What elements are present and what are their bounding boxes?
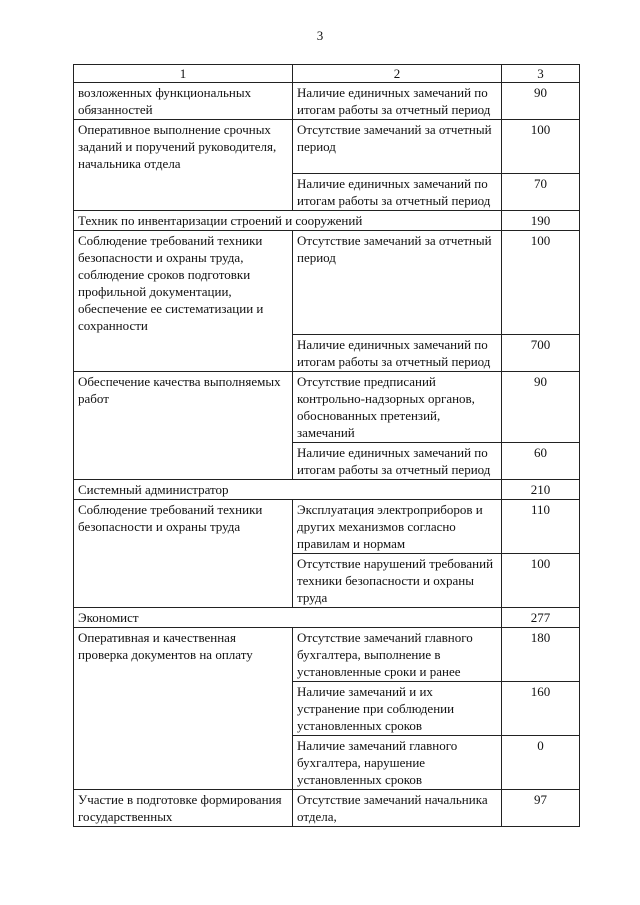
criterion-cell-continued <box>74 443 293 480</box>
condition-cell: Эксплуатация электроприборов и других механизмов согласно правилам и нормам <box>293 500 502 554</box>
table-row <box>74 335 580 372</box>
criterion-cell-continued <box>74 173 293 210</box>
points-cell: 60 <box>502 443 580 480</box>
points-cell: 100 <box>502 120 580 174</box>
criterion-cell: Соблюдение требований техники безопасности и охраны труда, соблюдение сроков подготовки профильной документации, обеспечение ее систематизации и сохранности <box>74 230 293 335</box>
points-cell: 90 <box>502 372 580 443</box>
condition-cell: Отсутствие замечаний за отчетный период <box>293 230 502 335</box>
section-row <box>74 480 580 500</box>
condition-cell: Отсутствие предписаний контрольно-надзорных органов, обоснованных претензий, замечаний <box>293 372 502 443</box>
criterion-cell: Участие в подготовке формирования государственных <box>74 790 293 827</box>
criterion-cell: Оперативное выполнение срочных заданий и поручений руководителя, начальника отдела <box>74 120 293 174</box>
points-cell: 90 <box>502 83 580 120</box>
points-cell: 160 <box>502 682 580 736</box>
section-row <box>74 608 580 628</box>
section-total: 210 <box>502 480 580 500</box>
section-title: Системный администратор <box>74 480 502 500</box>
table-row <box>74 790 580 827</box>
table-row <box>74 83 580 120</box>
criterion-cell-continued <box>74 682 293 736</box>
table-header-row <box>74 65 580 83</box>
criterion-cell: Соблюдение требований техники безопасности и охраны труда <box>74 500 293 554</box>
condition-cell: Отсутствие замечаний главного бухгалтера, выполнение в установленные сроки и ранее <box>293 628 502 682</box>
points-cell: 180 <box>502 628 580 682</box>
table-row <box>74 230 580 335</box>
criteria-table <box>73 64 580 827</box>
table-row <box>74 443 580 480</box>
criterion-cell: Обеспечение качества выполняемых работ <box>74 372 293 443</box>
criterion-cell: возложенных функциональных обязанностей <box>74 83 293 120</box>
points-cell: 97 <box>502 790 580 827</box>
column-header-1: 1 <box>74 65 293 83</box>
condition-cell: Наличие единичных замечаний по итогам работы за отчетный период <box>293 83 502 120</box>
condition-cell: Отсутствие замечаний начальника отдела, <box>293 790 502 827</box>
table-row <box>74 682 580 736</box>
page-number: 3 <box>316 28 324 43</box>
condition-cell: Наличие единичных замечаний по итогам работы за отчетный период <box>293 335 502 372</box>
condition-cell: Наличие единичных замечаний по итогам работы за отчетный период <box>293 443 502 480</box>
condition-cell: Отсутствие замечаний за отчетный период <box>293 120 502 174</box>
condition-cell: Наличие единичных замечаний по итогам работы за отчетный период <box>293 173 502 210</box>
table-row <box>74 173 580 210</box>
criterion-cell-continued <box>74 554 293 608</box>
table-row <box>74 736 580 790</box>
table-row <box>74 120 580 174</box>
section-total: 190 <box>502 210 580 230</box>
condition-cell: Отсутствие нарушений требований техники безопасности и охраны труда <box>293 554 502 608</box>
criterion-cell: Оперативная и качественная проверка документов на оплату <box>74 628 293 682</box>
table-row <box>74 554 580 608</box>
points-cell: 100 <box>502 230 580 335</box>
column-header-2: 2 <box>293 65 502 83</box>
table-row <box>74 372 580 443</box>
table-row <box>74 500 580 554</box>
column-header-3: 3 <box>502 65 580 83</box>
condition-cell: Наличие замечаний и их устранение при соблюдении установленных сроков <box>293 682 502 736</box>
criterion-cell-continued <box>74 335 293 372</box>
criterion-cell-continued <box>74 736 293 790</box>
points-cell: 700 <box>502 335 580 372</box>
table-row <box>74 628 580 682</box>
points-cell: 110 <box>502 500 580 554</box>
points-cell: 100 <box>502 554 580 608</box>
section-row <box>74 210 580 230</box>
criteria-table-body <box>74 65 580 827</box>
section-title: Техник по инвентаризации строений и сооружений <box>74 210 502 230</box>
points-cell: 0 <box>502 736 580 790</box>
condition-cell: Наличие замечаний главного бухгалтера, нарушение установленных сроков <box>293 736 502 790</box>
section-title: Экономист <box>74 608 502 628</box>
section-total: 277 <box>502 608 580 628</box>
points-cell: 70 <box>502 173 580 210</box>
